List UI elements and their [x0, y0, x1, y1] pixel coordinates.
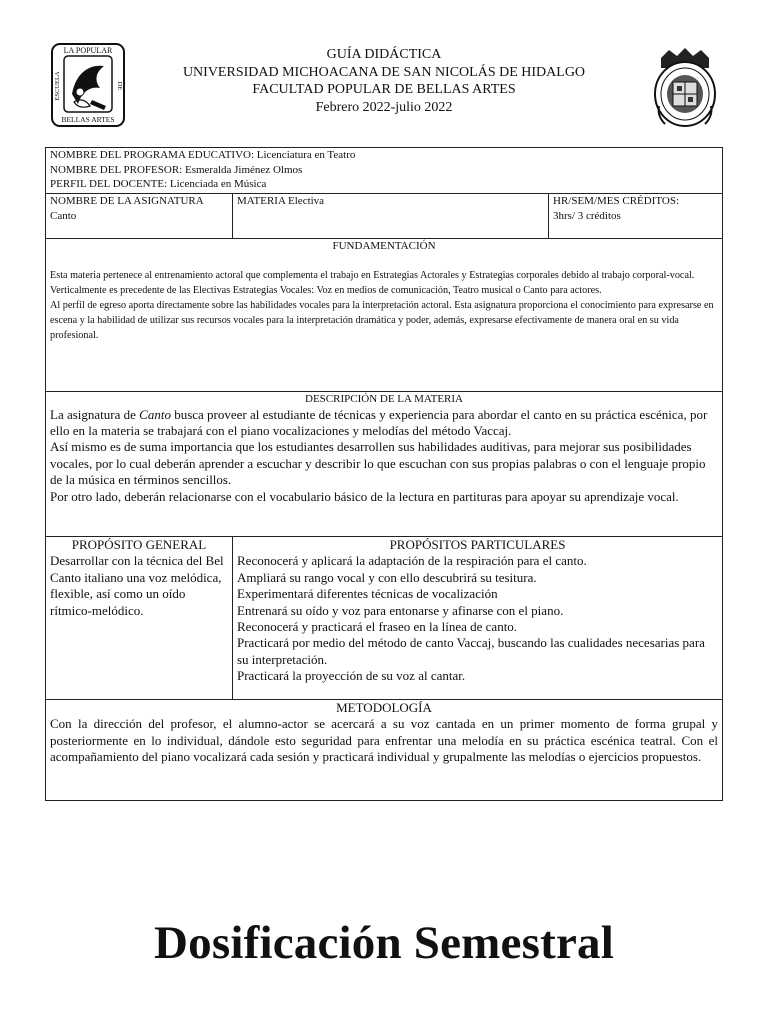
general-purpose-title: PROPÓSITO GENERAL	[71, 537, 207, 552]
subject-name-label: NOMBRE DE LA ASIGNATURA	[50, 195, 204, 207]
metodologia-row	[46, 700, 723, 801]
purpose-item: Practicará la proyección de su voz al cantar.	[237, 668, 466, 684]
subject-row	[46, 194, 723, 239]
purpose-item: Practicará por medio del método de canto Vaccaj, buscando las cualidades necesarias para su interpretación.	[237, 635, 705, 667]
descripcion-row	[46, 392, 723, 537]
purpose-item: Experimentará diferentes técnicas de vocalización	[237, 586, 498, 602]
descripcion-paragraph-2: Así mismo es de suma importancia que los estudiantes desarrollen sus habilidades auditivas, para mejorar sus posibilidades vocales, por lo cual deberán aprender a escuchar y describir lo que escuchan con sus propias palabras o con el lenguaje propio de la música en términos sencillos.	[50, 439, 706, 488]
university-name: UNIVERSIDAD MICHOACANA DE SAN NICOLÁS DE HIDALGO	[182, 64, 586, 80]
svg-text:BELLAS ARTES: BELLAS ARTES	[61, 115, 115, 124]
guide-title: GUÍA DIDÁCTICA	[326, 47, 442, 62]
bellas-artes-logo	[50, 42, 126, 128]
metodologia-title: METODOLOGÍA	[336, 700, 432, 715]
purpose-item: Entrenará su oído y voz para entonarse y afinarse con el piano.	[237, 602, 564, 618]
descripcion-paragraph-3: Por otro lado, deberán relacionarse con el vocabulario básico de la lectura en partituras para apoyar su aprendizaje vocal.	[50, 488, 679, 504]
svg-text:ESCUELA: ESCUELA	[54, 71, 61, 101]
purpose-item: Reconocerá y practicará el fraseo en la línea de canto.	[237, 619, 518, 635]
document-header	[140, 46, 628, 116]
descripcion-paragraph-1: La asignatura de Canto busca proveer al estudiante de técnicas y experiencia para abordar el canto en su práctica escénica, por ello en la materia se trabajará con el piano vocalizaciones y melodías del método Vaccaj.	[50, 406, 708, 438]
teacher-profile: PERFIL DEL DOCENTE: Licenciada en Música	[50, 178, 267, 191]
metodologia-text: Con la dirección del profesor, el alumno-actor se acercará a su voz cantada en un primer momento de forma grupal y posteriormente en lo individual, dándole esto seguridad para enfrentar una melodía en su práctica escénica teatral. Con el acompañamiento del piano vocalizará cada sesión y practicará individual y grupalmente las melodías o ejercicios propuestos.	[50, 716, 719, 765]
materia-type: MATERIA Electiva	[237, 195, 325, 207]
propositos-row	[46, 537, 723, 700]
faculty-name: FACULTAD POPULAR DE BELLAS ARTES	[252, 82, 516, 97]
fundamentacion-row	[46, 239, 723, 392]
svg-text:LA POPULAR: LA POPULAR	[63, 46, 113, 55]
hours-credits-value: 3hrs/ 3 créditos	[553, 209, 621, 222]
course-table	[45, 147, 723, 801]
descripcion-title: DESCRIPCIÓN DE LA MATERIA	[305, 393, 463, 405]
dosificacion-heading: Dosificación Semestral	[154, 917, 614, 969]
university-seal-logo	[651, 44, 719, 128]
particular-purposes-title: PROPÓSITOS PARTICULARES	[389, 537, 566, 552]
purpose-item: Reconocerá y aplicará la adaptación de la respiración para el canto.	[237, 553, 587, 569]
period: Febrero 2022-julio 2022	[315, 99, 453, 115]
general-purpose-text: Desarrollar con la técnica del Bel Canto italiano una voz melódica, flexible, así como un oído rítmico-melódico.	[50, 553, 224, 618]
subject-italic: Canto	[139, 406, 171, 422]
hours-credits-label: HR/SEM/MES CRÉDITOS:	[553, 195, 680, 207]
professor-name: NOMBRE DEL PROFESOR: Esmeralda Jiménez Olmos	[50, 163, 303, 176]
fundamentacion-paragraph-2: Al perfil de egreso aporta directamente sobre las habilidades vocales para la interpretación actoral. Esta asignatura proporciona el conocimiento para expresarse en escena y la habilidad de utilizar sus recursos vocales para la interpretación dramática y poder, además, expresarse efectivamente de manera oral en su vida profesional.	[50, 299, 714, 341]
purpose-item: Ampliará su rango vocal y con ello descubrirá su tesitura.	[237, 569, 537, 585]
fundamentacion-title: FUNDAMENTACIÓN	[332, 240, 436, 252]
info-row	[46, 148, 723, 194]
fundamentacion-paragraph-1: Esta materia pertenece al entrenamiento actoral que complementa el trabajo en Estrategias Actorales y Estrategias corporales debido al trabajo corporal-vocal. Verticalmente es precedente de las Electivas Estrategias Vocales: Voz en medios de comunicación, Teatro musical o Canto para actores.	[50, 269, 695, 296]
program-name: NOMBRE DEL PROGRAMA EDUCATIVO: Licenciatura en Teatro	[50, 149, 356, 161]
subject-name-value: Canto	[50, 209, 77, 222]
svg-text:DE: DE	[116, 81, 123, 91]
